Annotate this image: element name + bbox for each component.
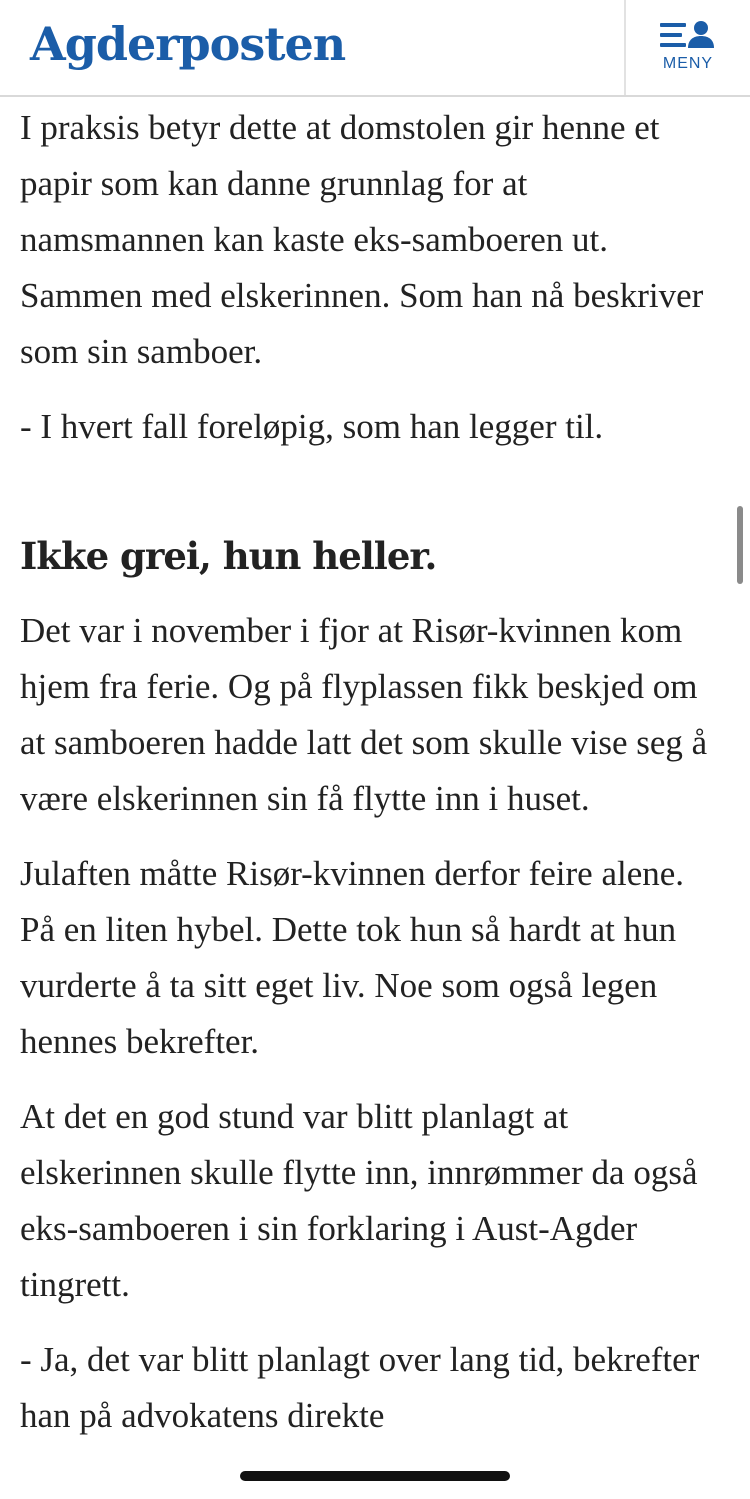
article-paragraph: Julaften måtte Risør-kvinnen derfor feire alene. På en liten hybel. Dette tok hun så hardt at hun vurderte å ta sitt eget liv. Noe som også legen hennes bekrefter. xyxy=(20,854,685,1061)
article-body xyxy=(20,100,720,1463)
site-logo[interactable]: Agderposten xyxy=(30,17,346,71)
scrollbar-thumb[interactable] xyxy=(737,506,743,584)
article-paragraph: I praksis betyr dette at domstolen gir henne et papir som kan danne grunnlag for at namsmannen kan kaste eks-samboeren ut. Sammen med elskerinnen. Som han nå beskriver som sin samboer. xyxy=(20,108,704,371)
article-paragraph: - I hvert fall foreløpig, som han legger til. xyxy=(20,407,604,446)
article-subheading: Ikke grei, hun heller. xyxy=(20,534,437,578)
article-paragraph: - Ja, det var blitt planlagt over lang tid, bekrefter han på advokatens direkte xyxy=(20,1340,700,1435)
article-paragraph: At det en god stund var blitt planlagt at elskerinnen skulle flytte inn, innrømmer da også eks-samboeren i sin forklaring i Aust-Agder tingrett. xyxy=(20,1097,698,1304)
site-header xyxy=(0,0,750,97)
menu-user-icon xyxy=(660,20,714,50)
article-paragraph: Det var i november i fjor at Risør-kvinnen kom hjem fra ferie. Og på flyplassen fikk beskjed om at samboeren hadde latt det som skulle vise seg å være elskerinnen sin få flytte inn i huset. xyxy=(20,611,708,818)
menu-label: MENY xyxy=(662,55,714,72)
menu-button[interactable] xyxy=(624,0,750,95)
home-indicator[interactable] xyxy=(240,1471,510,1481)
